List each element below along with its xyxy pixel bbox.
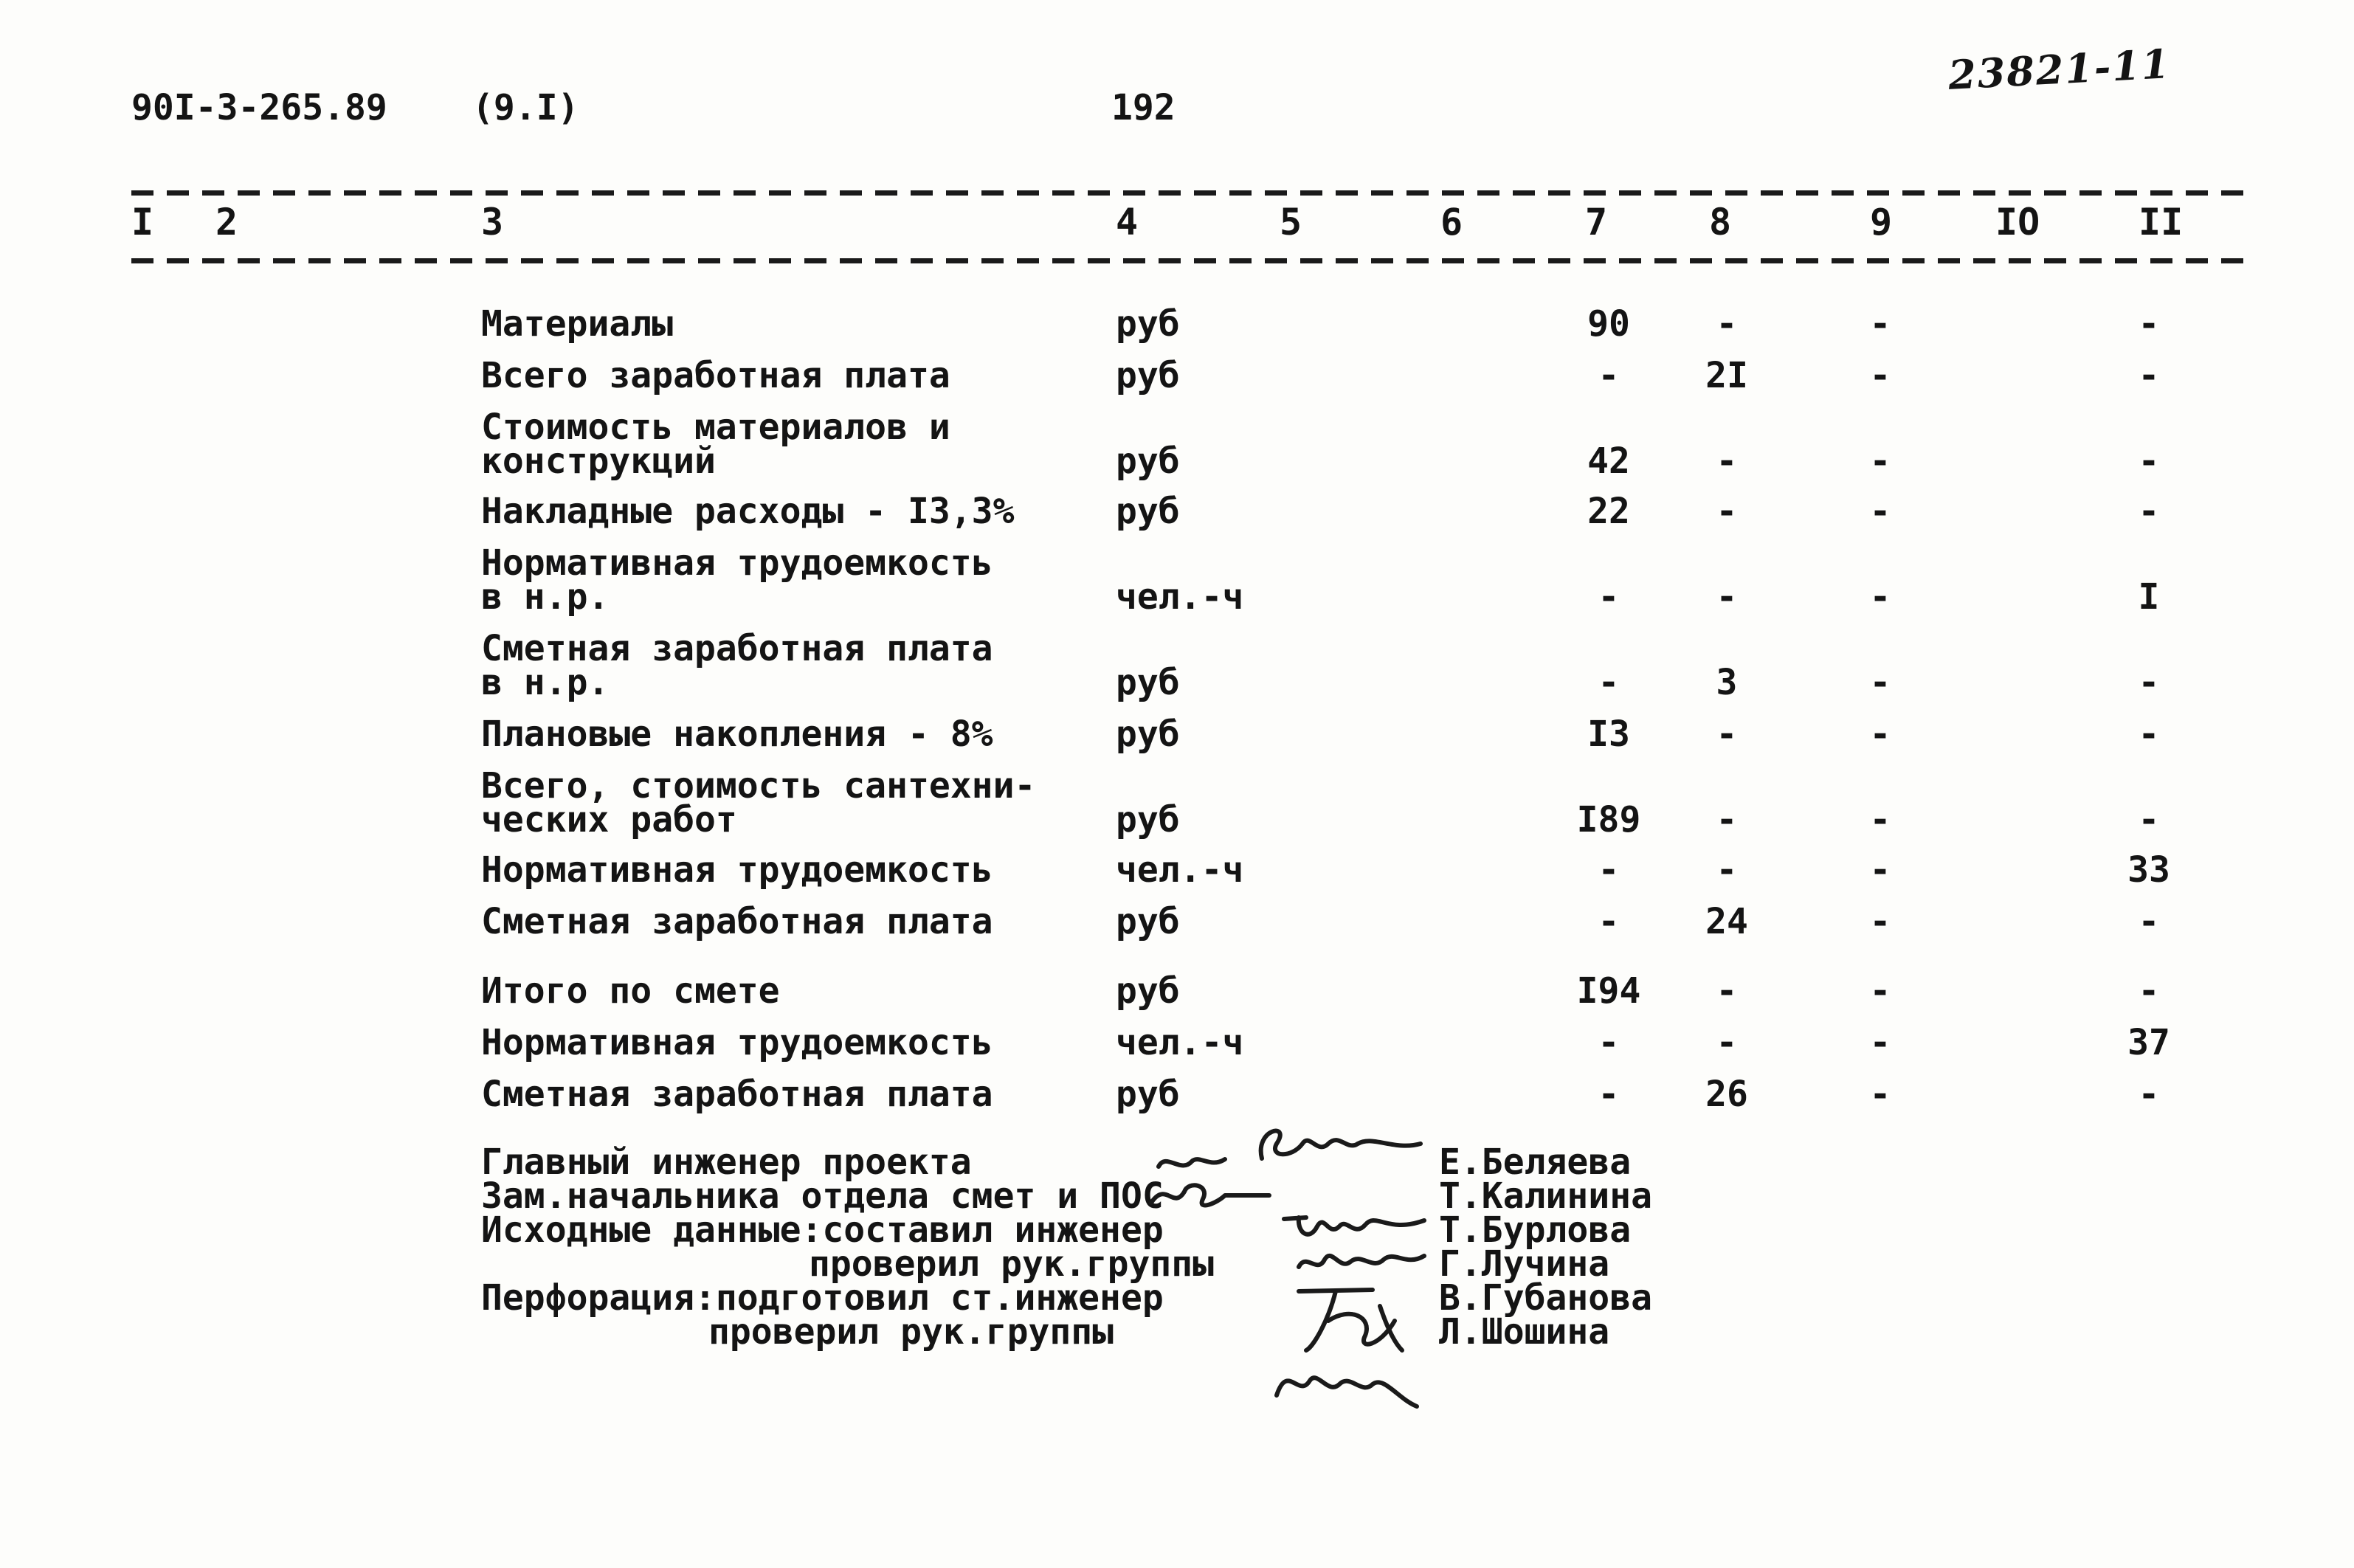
row-col8: - [1716, 303, 1738, 345]
row-description: Всего заработная плата [481, 355, 950, 396]
row-description: Материалы [481, 303, 674, 345]
row-col9: - [1869, 849, 1891, 891]
column-header-3: 3 [481, 201, 504, 244]
row-col8: 24 [1705, 901, 1748, 942]
row-col7: I3 [1587, 714, 1630, 755]
handwritten-signature [1144, 1173, 1277, 1218]
row-col7: 42 [1587, 441, 1630, 482]
signatory-name: Г.Лучина [1439, 1243, 1610, 1285]
handwritten-signature [1291, 1241, 1432, 1282]
row-col7: - [1598, 662, 1620, 703]
row-col8: - [1716, 849, 1738, 891]
row-col9: - [1869, 662, 1891, 703]
row-col11: - [2138, 714, 2160, 755]
row-col11: - [2138, 901, 2160, 942]
signatory-name: В.Губанова [1439, 1277, 1652, 1319]
row-col9: - [1869, 970, 1891, 1012]
row-col7: 90 [1587, 303, 1630, 345]
row-col8: - [1716, 970, 1738, 1012]
row-description: Плановые накопления - 8% [481, 714, 993, 755]
handwritten-signature [1151, 1148, 1232, 1178]
row-description: Нормативная трудоемкость [481, 542, 993, 584]
page-number: 192 [1111, 87, 1176, 128]
row-description: Стоимость материалов и [481, 407, 950, 448]
row-col9: - [1869, 576, 1891, 618]
row-col7: - [1598, 901, 1620, 942]
row-unit: руб [1116, 901, 1180, 942]
signatory-name: Е.Беляева [1439, 1142, 1632, 1183]
signatory-role: Исходные данные:составил инженер [481, 1209, 1164, 1251]
column-header-7: 7 [1585, 201, 1608, 244]
row-description: Нормативная трудоемкость [481, 849, 993, 891]
row-description-continued: конструкций [481, 441, 716, 482]
row-col7: - [1598, 355, 1620, 396]
column-header-2: 2 [215, 201, 238, 244]
row-col11: - [2138, 441, 2160, 482]
row-unit: руб [1116, 441, 1180, 482]
row-unit: руб [1116, 355, 1180, 396]
row-col8: - [1716, 576, 1738, 618]
column-header-6: 6 [1440, 201, 1463, 244]
signatory-name: Л.Шошина [1439, 1311, 1610, 1353]
signatory-role: проверил рук.группы [708, 1311, 1114, 1353]
row-description: Накладные расходы - I3,3% [481, 491, 1015, 532]
row-col9: - [1869, 1074, 1891, 1115]
row-col7: - [1598, 1074, 1620, 1115]
table-row [0, 765, 2354, 840]
column-header-9: 9 [1870, 201, 1893, 244]
row-col11: - [2138, 970, 2160, 1012]
row-col8: - [1716, 799, 1738, 840]
row-col11: - [2138, 355, 2160, 396]
row-col8: - [1716, 1022, 1738, 1063]
header-bottom-rule [131, 258, 2257, 263]
signatory-role: Перфорация:подготовил ст.инженер [481, 1277, 1164, 1319]
row-col7: - [1598, 576, 1620, 618]
signatory-name: Т.Бурлова [1439, 1209, 1632, 1251]
handwritten-archive-number: 23821-11 [1947, 40, 2172, 99]
row-col11: 37 [2127, 1022, 2170, 1063]
row-col8: 2I [1705, 355, 1748, 396]
row-col11: - [2138, 799, 2160, 840]
column-header-11: II [2139, 201, 2184, 244]
signatory-name: Т.Калинина [1439, 1175, 1652, 1217]
row-col9: - [1869, 901, 1891, 942]
row-col9: - [1869, 799, 1891, 840]
row-col7: I94 [1576, 970, 1641, 1012]
signatory-role: Главный инженер проекта [481, 1142, 972, 1183]
row-description: Сметная заработная плата [481, 901, 993, 942]
row-col11: - [2138, 662, 2160, 703]
handwritten-signature [1269, 1355, 1424, 1414]
row-col9: - [1869, 303, 1891, 345]
column-header-5: 5 [1280, 201, 1302, 244]
row-description: Сметная заработная плата [481, 628, 993, 669]
row-col7: 22 [1587, 491, 1630, 532]
row-col11: - [2138, 491, 2160, 532]
row-unit: руб [1116, 714, 1180, 755]
table-row [0, 303, 2354, 345]
row-col9: - [1869, 441, 1891, 482]
handwritten-signature [1284, 1277, 1409, 1358]
row-col7: I89 [1576, 799, 1641, 840]
header-top-rule [131, 190, 2257, 196]
row-description-continued: в н.р. [481, 662, 610, 703]
document-code: 90I-3-265.89 [131, 87, 387, 128]
row-col9: - [1869, 1022, 1891, 1063]
row-description-continued: в н.р. [481, 576, 610, 618]
row-unit: чел.-ч [1116, 1022, 1244, 1063]
signatory-role: проверил рук.группы [809, 1243, 1215, 1285]
row-unit: чел.-ч [1116, 576, 1244, 618]
row-description: Всего, стоимость сантехни- [481, 765, 1036, 807]
handwritten-signature [1247, 1122, 1424, 1173]
section-number: (9.I) [472, 87, 579, 128]
column-header-4: 4 [1116, 201, 1139, 244]
row-unit: руб [1116, 799, 1180, 840]
row-description: Итого по смете [481, 970, 780, 1012]
table-row-total [0, 970, 2354, 1012]
row-col7: - [1598, 1022, 1620, 1063]
row-col8: 3 [1716, 662, 1738, 703]
column-header-10: IO [1995, 201, 2040, 244]
row-unit: руб [1116, 1074, 1180, 1115]
column-header-8: 8 [1709, 201, 1732, 244]
table-row [0, 542, 2354, 618]
row-col11: I [2138, 576, 2160, 618]
table-row [0, 1074, 2354, 1115]
row-col8: 26 [1705, 1074, 1748, 1115]
table-row [0, 407, 2354, 482]
row-unit: чел.-ч [1116, 849, 1244, 891]
row-col9: - [1869, 491, 1891, 532]
row-unit: руб [1116, 662, 1180, 703]
table-row [0, 491, 2354, 532]
row-col7: - [1598, 849, 1620, 891]
table-row [0, 714, 2354, 755]
row-col8: - [1716, 714, 1738, 755]
row-col8: - [1716, 441, 1738, 482]
column-header-1: I [131, 201, 154, 244]
row-col11: - [2138, 303, 2160, 345]
row-description-continued: ческих работ [481, 799, 737, 840]
table-row [0, 849, 2354, 891]
row-col11: 33 [2127, 849, 2170, 891]
row-col9: - [1869, 355, 1891, 396]
row-description: Сметная заработная плата [481, 1074, 993, 1115]
row-description: Нормативная трудоемкость [481, 1022, 993, 1063]
row-col8: - [1716, 491, 1738, 532]
row-col9: - [1869, 714, 1891, 755]
row-unit: руб [1116, 303, 1180, 345]
signatory-role: Зам.начальника отдела смет и ПОС [481, 1175, 1164, 1217]
row-col11: - [2138, 1074, 2160, 1115]
row-unit: руб [1116, 491, 1180, 532]
row-unit: руб [1116, 970, 1180, 1012]
